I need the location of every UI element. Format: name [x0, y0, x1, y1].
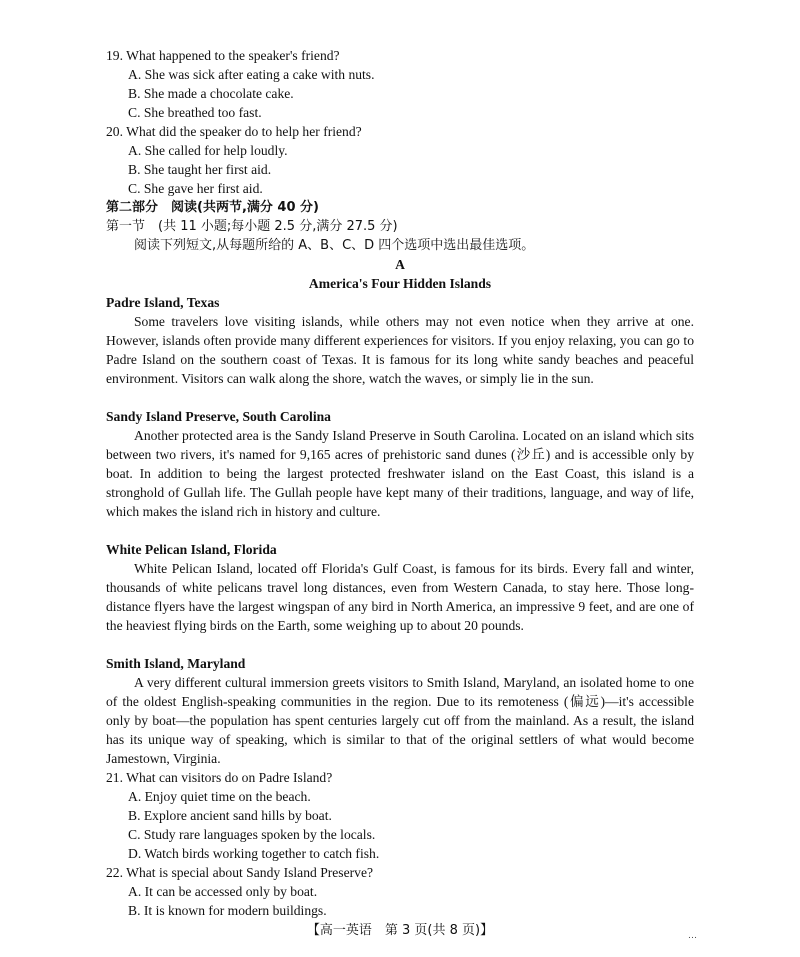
question-19-option-a: A. She was sick after eating a cake with nuts. [128, 67, 375, 82]
question-22-option-a: A. It can be accessed only by boat. [128, 884, 318, 899]
section-text-sandy-island: Another protected area is the Sandy Island Preserve in South Carolina. Located on an island which sits between two rivers, it's named for 9,165 acres of prehistoric sand dunes (沙丘) and is accessible only by boat. In addition to being the largest protected freshwater island on the East Coast, this island is a stronghold of Gullah life. The Gullah people have kept many of their traditions, language, and way of life, which makes the island rich in history and culture. [106, 428, 694, 519]
section-heading-white-pelican-island: White Pelican Island, Florida [106, 542, 277, 557]
question-21-option-d: D. Watch birds working together to catch fish. [128, 846, 380, 861]
section-heading-padre-island: Padre Island, Texas [106, 295, 220, 310]
question-19-stem: 19. What happened to the speaker's friend? [106, 48, 340, 63]
section-text-white-pelican-island: White Pelican Island, located off Florida's Gulf Coast, is famous for its birds. Every fall and winter, thousands of white pelicans travel long distances, even from Western Canada, to stay here. Those long-distance flyers have the largest wingspan of any bird in North America, an impressive 9 feet, and are one of the heaviest flying birds on the Earth, some weighing up to about 20 pounds. [106, 561, 694, 633]
page-footer: 【高一英语 第 3 页(共 8 页)】 [306, 923, 494, 938]
passage-title: America's Four Hidden Islands [308, 276, 492, 291]
question-20-option-c: C. She gave her first aid. [128, 181, 263, 196]
question-19-option-c: C. She breathed too fast. [128, 105, 262, 120]
section-text-padre-island: Some travelers love visiting islands, while others may not even notice when they arrive at one. However, islands often provide many different experiences for visitors. If you enjoy relaxing, you can go to Padre Island on the southern coast of Texas. It is famous for its long white sandy beaches and peaceful environment. Visitors can walk along the shore, watch the waves, or simply lie in the sun. [106, 314, 694, 386]
corner-mark: … [688, 930, 697, 940]
question-20-stem: 20. What did the speaker do to help her friend? [106, 124, 362, 139]
reading-instruction: 阅读下列短文,从每题所给的 A、B、C、D 四个选项中选出最佳选项。 [134, 238, 535, 253]
section-1-title: 第一节 (共 11 小题;每小题 2.5 分,满分 27.5 分) [106, 219, 398, 234]
question-22-option-b: B. It is known for modern buildings. [128, 903, 327, 918]
question-20-option-a: A. She called for help loudly. [128, 143, 288, 158]
question-21-option-a: A. Enjoy quiet time on the beach. [128, 789, 311, 804]
question-22-stem: 22. What is special about Sandy Island Preserve? [106, 865, 374, 880]
section-heading-sandy-island: Sandy Island Preserve, South Carolina [106, 409, 331, 424]
section-heading-smith-island: Smith Island, Maryland [106, 656, 246, 671]
question-21-option-b: B. Explore ancient sand hills by boat. [128, 808, 332, 823]
question-19-option-b: B. She made a chocolate cake. [128, 86, 294, 101]
part-2-title: 第二部分 阅读(共两节,满分 40 分) [106, 200, 319, 215]
passage-letter: A [395, 257, 405, 272]
section-text-smith-island: A very different cultural immersion greets visitors to Smith Island, Maryland, an isolated home to one of the oldest English-speaking communities in the region. Due to its remoteness (偏远)—it's accessible only by boat—the population has spent centuries largely cut off from the mainland. As a result, the island has its unique way of speaking, which is similar to that of the original settlers of what would become Jamestown, Virginia. [106, 675, 694, 766]
question-20-option-b: B. She taught her first aid. [128, 162, 272, 177]
question-21-option-c: C. Study rare languages spoken by the locals. [128, 827, 376, 842]
question-21-stem: 21. What can visitors do on Padre Island? [106, 770, 333, 785]
